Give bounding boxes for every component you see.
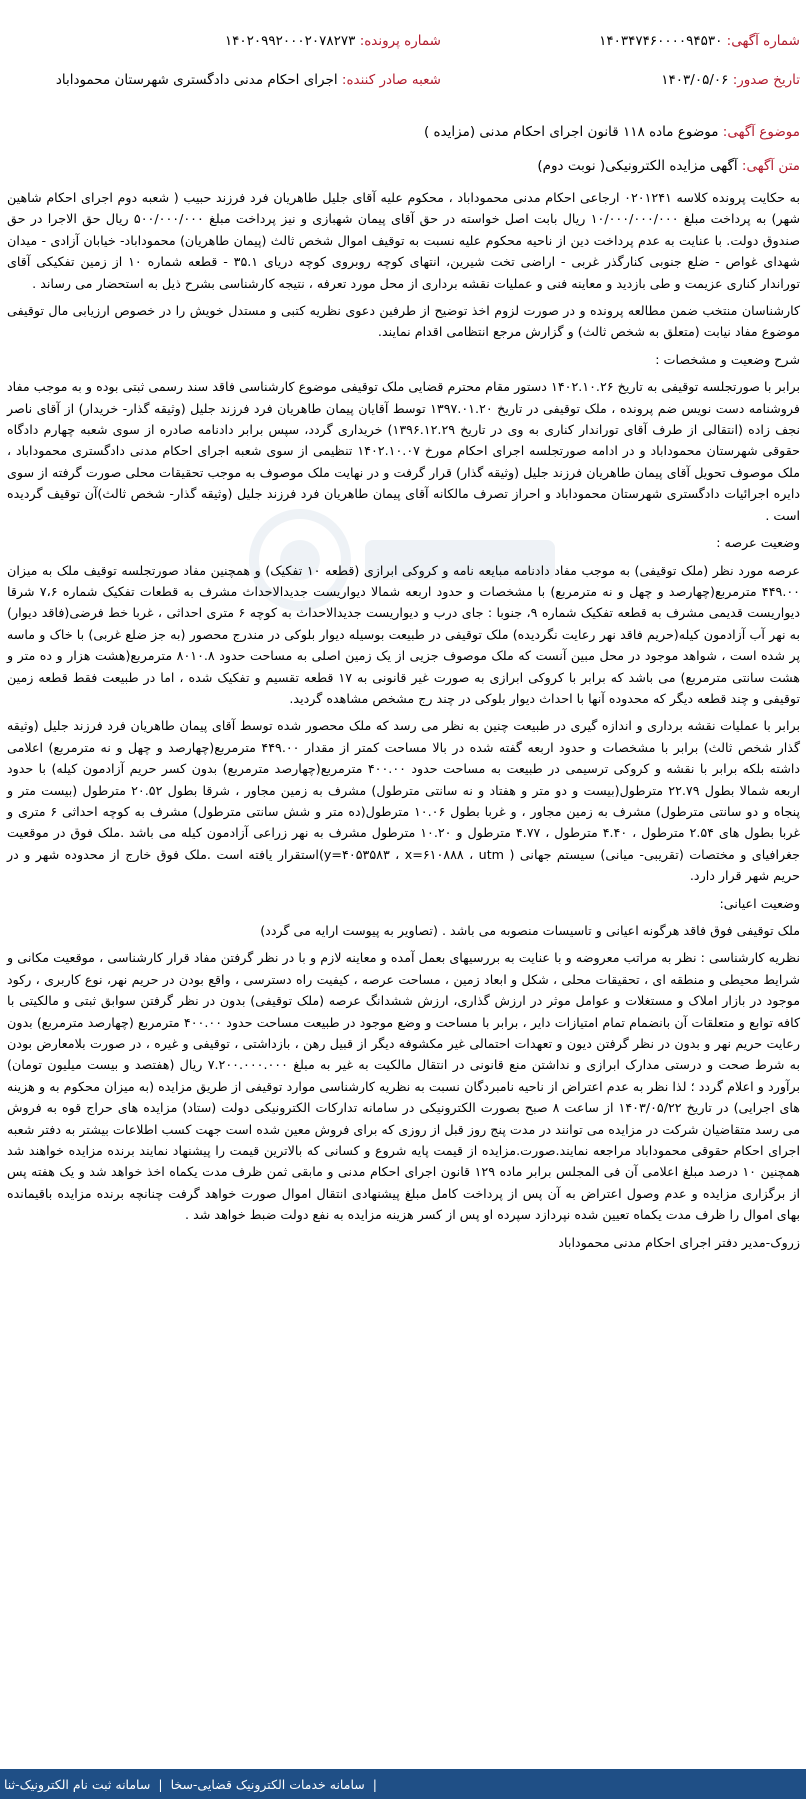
body-paragraph: به حکایت پرونده کلاسه ۰۲۰۱۲۴۱ ارجاعی احکام مدنی محموداباد ، محکوم علیه آقای جلیل طاهریان فرد فرزند حبیب ( شعبه دوم اجرای احکام شاهین شهر) به پرداخت مبلغ ۱۰/۰۰۰/۰۰۰/۰۰۰ ریال بابت اصل خواسته در حق آقای پیمان شهبازی و نیز پرداخت مبلغ ۵۰۰/۰۰۰/۰۰۰ ریال حق الاجرا در حق صندوق دولت. با عنایت به عدم پرداخت دین از ناحیه محکوم علیه نسبت به توقیف اموال شخص ثالث (پیمان طاهریان) محموداباد- خیابان آزادی - میدان شهدای غواص - ضلع جنوبی کنارگذر غربی - اراضی تخت شیرین، انتهای کوچه روبروی کوچه دریای ۳۵.۱ - قطعه شماره ۱۰ از زمین تفکیکی آقای توراندار کناری عزیمت و طی بازدید و معاینه فنی و عملیات نقشه برداری از محل مورد تعرفه ، نتیجه کارشناسی بشرح ذیل به استحضار می رساند . (7, 190, 800, 291)
issue-date-label: تاریخ صدور: (732, 72, 800, 88)
footer-link-sakha[interactable]: سامانه خدمات الکترونیک قضایی-سخا (170, 1776, 365, 1792)
body-paragraph: برابر با عملیات نقشه برداری و اندازه گیری در طبیعت چنین به نظر می رسد که ملک محصور شده توسط آقای پیمان طاهریان فرد فرزند جلیل (وثیقه گذار شخص ثالث) برابر با مشخصات و حدود اربعه گفته شده در بالا مساحت کمتر از مقدار ۴۴۹.۰۰ مترمربع(چهارصد و چهل و نه مترمربع) اعلامی داشته بلکه برابر با نقشه و کروکی ترسیمی در طبیعت به مساحت حدود ۴۰۰.۰۰ مترمربع(چهارصد مترمربع) بدون کسر حریم آزادمون کیله) با حدود اربعه شمالا بطول ۲۲.۷۹ مترطول(بیست و دو متر و هفتاد و نه سانتی مترطول) مشرف به زمین مجاور ، شرقا بطول ۲۰.۵۲ مترطول (بیست متر و پنجاه و دو سانتی مترطول) مشرف به زمین مجاور ، و غربا بطول ۱۰.۰۶ مترطول(ده متر و شش سانتی مترطول) مشرف به کوچه احداثی ۶ متری و غربا بطول های ۲.۵۴ مترطول ، ۴.۴۰ مترطول ، ۴.۷۷ مترطول و ۱۰.۲۰ مترطول مشرف به نهر زراعی آزادمون کیله می باشد .ملک فوق در موقعیت جغرافیای و مختصات (تقریبی- میانی) سیستم جهانی ( y=۴۰۵۳۵۸۳ ، x=۶۱۰۸۸۸ ، utm)استقرار یافته است .ملک فوق خارج از محدوده شهر و در حریم شهر قرار دارد. (7, 718, 801, 884)
ad-number-value: ۱۴۰۳۴۷۴۶۰۰۰۰۹۴۵۳۰ (599, 33, 723, 49)
case-number-value: ۱۴۰۲۰۹۹۲۰۰۰۲۰۷۸۲۷۳ (224, 33, 356, 49)
section-heading: وضعیت اعیانی: (719, 895, 800, 911)
body-paragraph: برابر با صورتجلسه توقیفی به تاریخ ۱۴۰۲.۱۰.۲۶ دستور مقام محترم قضایی ملک توقیفی موضوع کارشناسی فاقد سند رسمی ثبتی بوده و به موجب مفاد فروشنامه دست نویس ضم پرونده ، ملک توقیفی در تاریخ ۱۳۹۷.۰۱.۲۰ توسط آقایان پیمان طاهریان فرد فرزند جلیل (وثیقه گذار- خریدار) از آقای ناصر نجف زاده (انتقالی از طرف آقای توراندار کناری به وی در تاریخ ۱۳۹۶.۱۲.۲۹) خریداری گردد، سپس برابر دادنامه صادره از سوی شعبه چهارم دادگاه حقوقی شهرستان محموداباد و در ادامه صورتجلسه اجرای احکام مورخ ۱۴۰۲.۱۰.۰۷ تنظیمی از سوی شعبه اجرای احکام مدنی دادگستری محموداباد ، ملک موصوف تحویل آقای پیمان طاهریان فرزند جلیل (وثیقه گذار) قرار گرفت و در نهایت ملک موصوف به موجب تحقیقات محلی صورت گرفته از سوی دایره اجرائیات دادگستری شهرستان محموداباد و احراز تصرف مالکانه آقای پیمان طاهریان فرد فرزند جلیل (وثیقه گذار- شخص ثالث)آن توقیف گردیده است . (7, 379, 800, 523)
ad-text-title: آگهی مزایده الکترونیکی( نوبت دوم) (537, 158, 738, 174)
footer-separator: | (158, 1776, 163, 1792)
body-paragraph: ملک توقیفی فوق فاقد هرگونه اعیانی و تاسیسات منصوبه می باشد . (تصاویر به پیوست ارایه می گردد) (260, 923, 800, 938)
ad-number-label: شماره آگهی: (726, 33, 800, 49)
ad-number-field (599, 33, 800, 49)
body-paragraph: عرصه مورد نظر (ملک توقیفی) به موجب مفاد دادنامه مبایعه نامه و کروکی ابرازی (قطعه ۱۰ تفکیک) و همچنین مفاد صورتجلسه توقیف ملک به میزان ۴۴۹.۰۰ مترمربع(چهارصد و چهل و نه مترمربع) با مشخصات و حدود اربعه شمالا دیواریست جدیدالاحداث مشرف به قطعات تفکیک شماره ۷،۶ شرقا دیواریست قدیمی مشرف به قطعه تفکیک شماره ۹، جنوبا : جای درب و دیواریست جدیدالاحداث به کوچه ۶ متری احداثی ، غربا خط فرضی(فاقد دیوار) به نهر آب آزادمون کیله(حریم فاقد نهر رعایت نگردیده) ملک توقیفی در طبیعت بوسیله دیوار بلوکی در مندرج محصور (به جز ضلع غربی) با خاک و ماسه پر شده است ، شواهد موجود در محل مبین آنست که ملک موصوف جزیی از یک زمین اصلی به مساحت حدود ۸۰۱۰.۸ مترمربع(هشت هزار و ده متر و هشت سانتی مترمربع) می باشد که برابر با کروکی ابرازی به صورت غیر قانونی به ۱۷ قطعه تقسیم و تفکیک شده ، اما در طبیعت فقط قطعه زمین توقیفی و چند قطعه دیگر که محدوده آنها با احداث دیوار بلوکی در چند رج مشخص مشاهده گردید. (7, 562, 800, 706)
ad-text-header (537, 158, 800, 174)
subject-label: موضوع آگهی: (722, 124, 800, 140)
case-number-label: شماره پرونده: (359, 33, 441, 49)
section-heading: شرح وضعیت و مشخصات : (655, 351, 800, 367)
ad-text-label: متن آگهی: (741, 158, 800, 174)
footer-bar (0, 1769, 806, 1799)
issuing-branch-value: اجرای احکام مدنی دادگستری شهرستان محموداباد (55, 72, 338, 88)
issuing-branch-field (56, 72, 441, 88)
section-heading: وضعیت عرصه : (716, 535, 800, 551)
ad-body (7, 187, 800, 1253)
footer-link-sana[interactable]: سامانه ثبت نام الکترونیک-ثنا (4, 1776, 151, 1792)
body-paragraph: کارشناسان منتخب ضمن مطالعه پرونده و در صورت لزوم اخذ توضیح از طرفین دعوی نظریه کتبی و مستدل خویش را در خصوص ارزیابی مال توقیفی موضوع مفاد نیابت (متعلق به شخص ثالث) و گزارش مرجع انتظامی اقدام نمایند. (7, 303, 800, 340)
signature: زروک-مدیر دفتر اجرای احکام مدنی محموداباد (558, 1234, 800, 1250)
case-number-field (225, 33, 441, 49)
issue-date-field (661, 72, 800, 88)
issue-date-value: ۱۴۰۳/۰۵/۰۶ (661, 72, 729, 88)
ad-subject (424, 124, 800, 140)
subject-value: موضوع ماده ۱۱۸ قانون اجرای احکام مدنی (مزایده ) (423, 124, 719, 140)
issuing-branch-label: شعبه صادر کننده: (341, 72, 441, 88)
footer-separator: | (372, 1776, 377, 1792)
body-paragraph: نظریه کارشناسی : نظر به مراتب معروضه و با عنایت به بررسیهای بعمل آمده و معاینه لازم و با در نظر گرفتن مفاد قرار کارشناسی ، موقعیت مکانی و شرایط محیطی و منطقه ای ، تحقیقات محلی ، شکل و ابعاد زمین ، مساحت عرصه ، کیفیت راه دسترسی ، واقع بودن در حریم نهر، نوع کاربری ، رکود موجود در بازار املاک و مستغلات و عوامل موثر در ارزش گذاری، ارزش ششدانگ عرصه (ملک توقیفی) بدون در نظر گرفتن سوابق ثبتی و مالکیتی با کافه توابع و متعلقات آن بانضمام تمام امتیازات دایر ، برابر با مساحت و وضع موجود در طبیعت مساحت حدود ۴۰۰.۰۰ مترمربع (چهارصد مترمربع) بدون رعایت حریم نهر و بدون در نظر گرفتن دیون و تعهدات احتمالی غیر مکشوفه دیگر از قبیل رهن ، بازداشتی ، توقیفی و غیره ، در صورت بلامعارض بودن به شرط صحت و درستی مدارک ابرازی و نداشتن منع قانونی در انتقال مالکیت به غیر به مبلغ ۷.۲۰۰.۰۰۰.۰۰۰ ریال (هفتصد و بیست میلیون تومان) برآورد و اعلام گردد ؛ لذا نظر به عدم اعتراض از ناحیه نامبردگان نسبت به نظریه کارشناسی موارد توقیفی از طریق مزایده (به میزان محکوم به و هزینه های اجرایی) در تاریخ ۱۴۰۳/۰۵/۲۲ از ساعت ۸ صبح بصورت الکترونیکی در سامانه تدارکات الکترونیکی دولت (ستاد) مزایده های حراج قوه به فروش می رسد متقاضیان شرکت در مزایده می توانند در مدت پنج روز قبل از روزی که برای فروش معین شده است جهت کسب اطلاعات بیشتر به دفتر شعبه اجرای احکام حقوقی محموداباد مراجعه نمایند.صورت.مزایده از قیمت پایه شروع و کسانی که بالاترین قیمت را پیشنهاد نمایند برنده مزایده خواهند شد همچنین ۱۰ درصد مبلغ اعلامی آن فی المجلس برابر ماده ۱۲۹ قانون اجرای احکام مدنی و مابقی ثمن ظرف مدت یکماه اخذ خواهد شد و یک هفته پس از برگزاری مزایده و عدم وصول اعتراض به آن پس از پرداخت کامل مبلغ پیشنهادی انتقال اموال صورت خواهد گرفت چنانچه برنده مزایده باقیمانده بهای اموال را ظرف مدت یکماه تعیین شده نپردازد سپرده او پس از کسر هزینه مزایده به نفع دولت ضبط خواهد شد . (7, 950, 801, 1223)
